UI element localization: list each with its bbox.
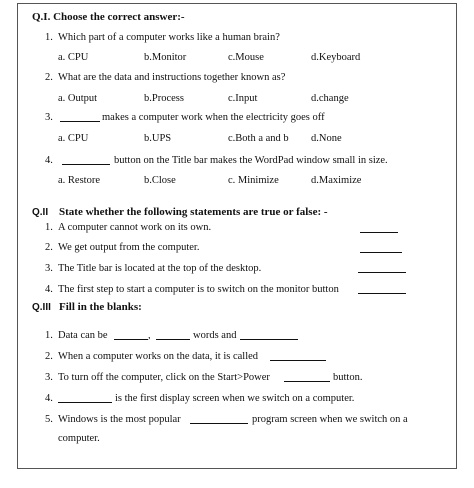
fb1-number: 1. [45,330,53,341]
tf2-answer-blank [360,252,402,253]
q1-number: 1. [45,32,53,43]
tf1-text: A computer cannot work on its own. [58,222,212,233]
fb4-text: is the first display screen when we switch on a computer. [115,393,355,404]
q4-option-b: b.Close [144,175,176,186]
q2-option-c: c.Input [228,93,258,104]
q3-number: 3. [45,112,53,123]
section3-heading: Fill in the blanks: [59,301,142,313]
q3-option-a: a. CPU [58,133,89,144]
fb5-blank [190,423,248,424]
tf4-number: 4. [45,284,53,295]
tf1-answer-blank [360,232,398,233]
tf3-number: 3. [45,263,53,274]
fb1-blank-3 [240,339,298,340]
fb3-text-b: button. [333,372,363,383]
tf4-answer-blank [358,293,406,294]
tf2-number: 2. [45,242,53,253]
section1-heading: Q.I. Choose the correct answer:- [32,11,185,23]
q1-option-c: c.Mouse [228,52,264,63]
q2-option-b: b.Process [144,93,184,104]
q3-blank [60,121,100,122]
fb4-number: 4. [45,393,53,404]
section3-label: Q.III [32,302,51,313]
q1-option-d: d.Keyboard [311,52,361,63]
tf3-answer-blank [358,272,406,273]
tf3-text: The Title bar is located at the top of the desktop. [58,263,262,274]
tf1-number: 1. [45,222,53,233]
q4-blank [62,164,110,165]
q4-text: button on the Title bar makes the WordPad window small in size. [114,155,388,166]
q1-option-b: b.Monitor [144,52,187,63]
tf2-text: We get output from the computer. [58,242,200,253]
tf4-text: The first step to start a computer is to switch on the monitor button [58,284,339,295]
fb1-text-a: Data can be [58,330,108,341]
q2-text: What are the data and instructions together known as? [58,72,286,83]
worksheet [17,3,457,469]
fb3-number: 3. [45,372,53,383]
q4-number: 4. [45,155,53,166]
q3-text: makes a computer work when the electricity goes off [102,112,325,123]
fb1-text-b: words and [193,330,237,341]
q4-option-a: a. Restore [58,175,100,186]
q3-option-b: b.UPS [144,133,172,144]
fb2-text: When a computer works on the data, it is called [58,351,259,362]
section2-heading: State whether the following statements are true or false: - [59,206,328,218]
q2-option-d: d.change [311,93,349,104]
fb5-text-b: program screen when we switch on a [252,414,408,425]
q2-number: 2. [45,72,53,83]
fb1-blank-1 [114,339,148,340]
fb5-number: 5. [45,414,53,425]
fb4-blank [58,402,112,403]
q1-text: Which part of a computer works like a human brain? [58,32,280,43]
q3-option-d: d.None [311,133,342,144]
q4-option-d: d.Maximize [311,175,362,186]
q1-option-a: a. CPU [58,52,89,63]
fb2-blank [270,360,326,361]
fb1-blank-2 [156,339,190,340]
fb5-text-a: Windows is the most popular [58,414,181,425]
fb1-comma: , [148,330,151,341]
q4-option-c: c. Minimize [228,175,279,186]
section2-label: Q.II [32,207,49,218]
q2-option-a: a. Output [58,93,98,104]
fb2-number: 2. [45,351,53,362]
fb3-blank [284,381,330,382]
fb5-text-c: computer. [58,433,100,444]
q3-option-c: c.Both a and b [228,133,289,144]
fb3-text-a: To turn off the computer, click on the Start>Power [58,372,270,383]
